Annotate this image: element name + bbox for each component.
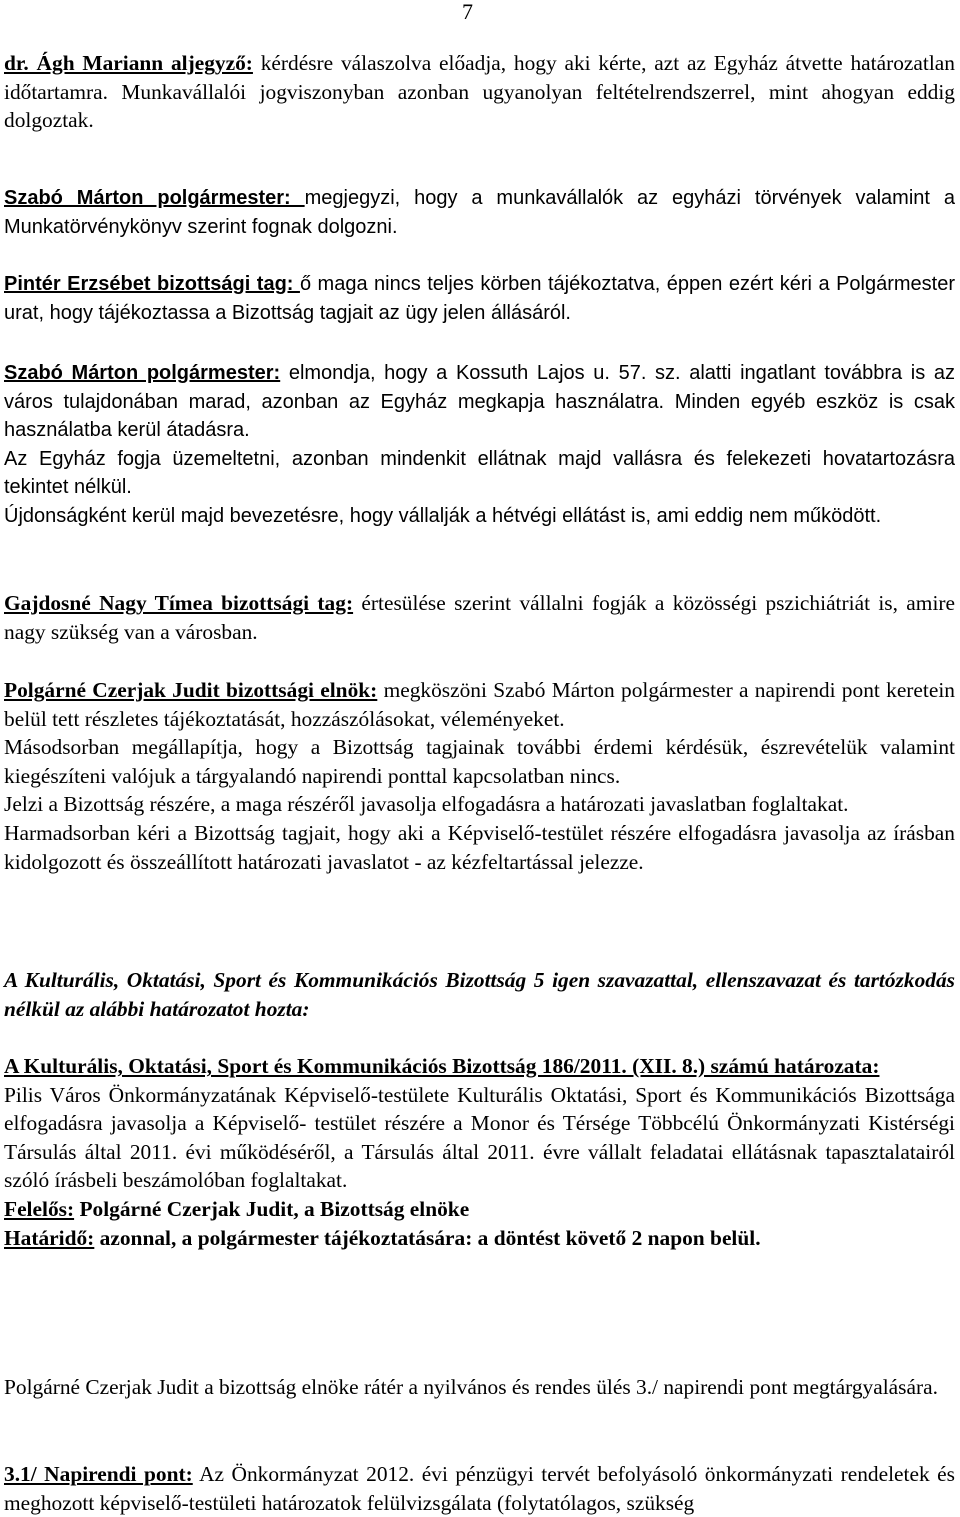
paragraph-text: kérdésre válaszolva előadja, hogy aki kérte, azt az Egyház átvette határozatlan időtartamra. Munkavállalói jogviszonyban azonban ugyanolyan feltételrendszerrel, mint ahogyan eddig dolgoztak. xyxy=(4,51,955,133)
paragraph-agenda-3-1 xyxy=(4,1460,955,1517)
paragraph-szabo-marton-2 xyxy=(4,359,955,531)
responsible-value: Polgárné Czerjak Judit, a Bizottság elnöke xyxy=(74,1196,470,1221)
paragraph-text: Az Önkormányzat 2012. évi pénzügyi tervét befolyásoló önkormányzati rendeletek és meghozott képviselő-testületi határozatok felülvizsgálata (folytatólagos, szükség xyxy=(4,1462,956,1515)
page-number: 7 xyxy=(462,0,473,24)
responsible-label: Felelős: xyxy=(4,1196,75,1221)
paragraph-line: Jelzi a Bizottság részére, a maga részéről javasolja elfogadásra a határozati javaslatban foglaltakat. xyxy=(4,792,849,817)
resolution xyxy=(4,1052,955,1252)
resolution-body: Pilis Város Önkormányzatának Képviselő-testülete Kulturális Oktatási, Sport és Kommunikációs Bizottsága elfogadásra javasolja a Képviselő- testület részére a Monor és Térsége Többcélú Önkormányzati Kistérségi Társulás által 2011. évi működéséről, a Társulás által 2011. évre vállalt feladatai ellátásnak tapasztalatairól szóló írásbeli beszámolóban foglaltakat. xyxy=(4,1082,955,1193)
paragraph-agh-mariann xyxy=(4,49,955,135)
speaker-label: Szabó Márton polgármester: xyxy=(4,187,305,209)
speaker-label: Pintér Erzsébet bizottsági tag: xyxy=(4,273,300,295)
vote-statement: A Kulturális, Oktatási, Sport és Kommunikációs Bizottság 5 igen szavazattal, ellenszavazat és tartózkodás nélkül az alábbi határozatot hozta: xyxy=(4,968,955,1021)
paragraph-text: megjegyzi, hogy a munkavállalók az egyházi törvények valamint a Munkatörvénykönyv szerint fognak dolgozni. xyxy=(4,187,955,238)
paragraph-text: értesülése szerint vállalni fogják a közösségi pszichiátriát is, amire nagy szükség van a városban. xyxy=(4,591,956,644)
paragraph-gajdosne xyxy=(4,589,955,646)
resolution-title: A Kulturális, Oktatási, Sport és Kommunikációs Bizottság 186/2011. (XII. 8.) számú határozata: xyxy=(4,1054,880,1078)
paragraph-line: Harmadsorban kéri a Bizottság tagjait, hogy aki a Képviselő-testület részére elfogadásra javasolja az írásban kidolgozott és összeállított határozati javaslatot - az kézfeltartással jelezze. xyxy=(4,820,955,874)
paragraph-text: ő maga nincs teljes körben tájékoztatva, éppen ezért kéri a Polgármester urat, hogy tájékoztassa a Bizottság tagjait az ügy jelen állásáról. xyxy=(4,273,955,324)
paragraph-next-agenda: Polgárné Czerjak Judit a bizottság elnöke rátér a nyilvános és rendes ülés 3./ napirendi pont megtárgyalására. xyxy=(4,1375,938,1399)
speaker-label: Gajdosné Nagy Tímea bizottsági tag: xyxy=(4,591,354,615)
paragraph-text: megköszöni Szabó Márton polgármester a napirendi pont keretein belül tett részletes tájékoztatását, hozzászólásokat, véleményeket. xyxy=(4,678,956,731)
paragraph-pinter-erzsebet xyxy=(4,270,955,327)
paragraph-szabo-marton-1 xyxy=(4,184,955,241)
paragraph-polgarne-czerjak xyxy=(4,676,955,876)
resolution-deadline xyxy=(4,1224,955,1253)
paragraph-line: Az Egyház fogja üzemeltetni, azonban mindenkit ellátnak majd vallásra és felekezeti hovatartozásra tekintet nélkül. xyxy=(4,447,955,499)
speaker-label: Szabó Márton polgármester: xyxy=(4,362,281,384)
speaker-label: dr. Ágh Mariann aljegyző: xyxy=(4,51,253,75)
agenda-label: 3.1/ Napirendi pont: xyxy=(4,1462,193,1486)
deadline-label: Határidő: xyxy=(4,1225,95,1250)
resolution-responsible xyxy=(4,1195,955,1224)
paragraph-line: Másodsorban megállapítja, hogy a Bizottság tagjainak további érdemi kérdésük, észrevételük valamint kiegészíteni valójuk a tárgyalandó napirendi ponttal kapcsolatban nincs. xyxy=(4,735,955,788)
speaker-label: Polgárné Czerjak Judit bizottsági elnök: xyxy=(4,678,378,702)
paragraph-line: Újdonságként kerül majd bevezetésre, hogy vállalják a hétvégi ellátást is, ami eddig nem működött. xyxy=(4,504,882,527)
paragraph-text: elmondja, hogy a Kossuth Lajos u. 57. sz. alatti ingatlant továbbra is az város tulajdonában marad, azonban az Egyház megkapja használatra. Minden egyéb eszköz is csak használatba kerül átadásra. xyxy=(4,362,956,442)
deadline-value: azonnal, a polgármester tájékoztatására: a döntést követő 2 napon belül. xyxy=(94,1225,761,1250)
